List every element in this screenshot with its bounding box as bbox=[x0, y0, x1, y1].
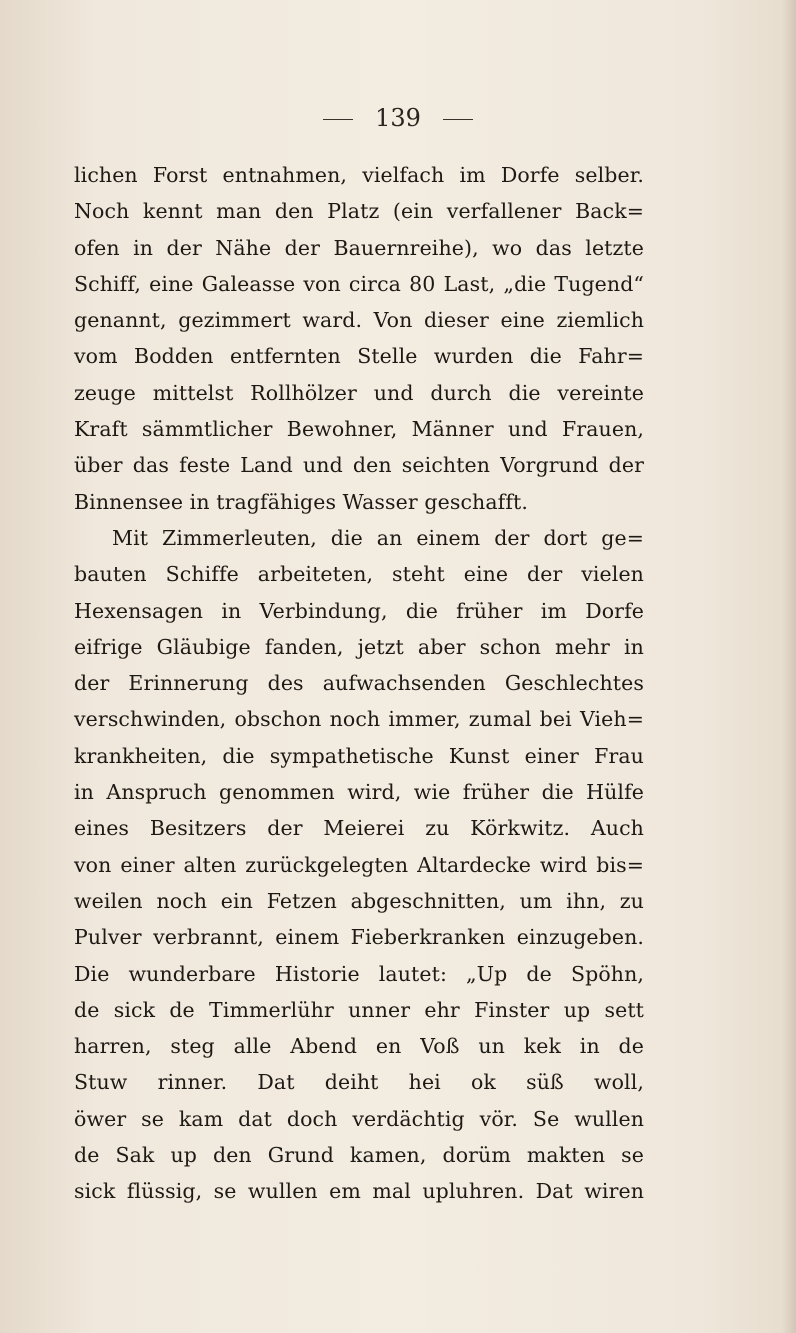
text-line: in Anspruch genommen wird, wie früher die Hülfe bbox=[74, 780, 644, 805]
header-dash-right bbox=[443, 119, 473, 120]
text-line: Noch kennt man den Platz (ein verfallener Back= bbox=[74, 199, 644, 224]
text-line: harren, steg alle Abend en Voß un kek in de bbox=[74, 1034, 644, 1059]
text-line: Binnensee in tragfähiges Wasser geschafft. bbox=[74, 489, 528, 514]
body-text bbox=[74, 157, 644, 1210]
text-line: de sick de Timmerlühr unner ehr Finster up sett bbox=[74, 997, 644, 1022]
text-line: weilen noch ein Fetzen abgeschnitten, um ihn, zu bbox=[74, 888, 644, 913]
paragraph-start-line: Mit Zimmerleuten, die an einem der dort ge= bbox=[112, 525, 644, 550]
text-line: sick flüssig, se wullen em mal upluhren. Dat wiren bbox=[74, 1179, 644, 1204]
text-line: eines Besitzers der Meierei zu Körkwitz. Auch bbox=[74, 816, 644, 841]
text-line: lichen Forst entnahmen, vielfach im Dorfe selber. bbox=[74, 163, 644, 187]
text-line: öwer se kam dat doch verdächtig vör. Se wullen bbox=[74, 1106, 644, 1131]
text-line: Stuw rinner. Dat deiht hei ok süß woll, bbox=[74, 1070, 644, 1095]
text-line: der Erinnerung des aufwachsenden Geschlechtes bbox=[74, 671, 644, 696]
text-line: Pulver verbrannt, einem Fieberkranken einzugeben. bbox=[74, 925, 644, 950]
text-line: Schiff, eine Galeasse von circa 80 Last, „die Tugend“ bbox=[74, 271, 644, 296]
text-line: Die wunderbare Historie lautet: „Up de Spöhn, bbox=[74, 961, 644, 986]
text-line: Kraft sämmtlicher Bewohner, Männer und Frauen, bbox=[74, 417, 644, 442]
text-line: verschwinden, obschon noch immer, zumal bei Vieh= bbox=[74, 707, 644, 732]
text-line: genannt, gezimmert ward. Von dieser eine ziemlich bbox=[74, 308, 644, 333]
page-number: 139 bbox=[375, 104, 421, 132]
text-line: Hexensagen in Verbindung, die früher im Dorfe bbox=[74, 598, 644, 623]
text-line: von einer alten zurückgelegten Altardecke wird bis= bbox=[74, 852, 644, 877]
text-line: über das feste Land und den seichten Vorgrund der bbox=[74, 453, 644, 478]
header-dash-left bbox=[323, 119, 353, 120]
text-line: de Sak up den Grund kamen, dorüm makten se bbox=[74, 1143, 644, 1168]
text-line: bauten Schiffe arbeiteten, steht eine der vielen bbox=[74, 562, 644, 587]
page-header bbox=[0, 104, 796, 132]
text-line: eifrige Gläubige fanden, jetzt aber schon mehr in bbox=[74, 634, 644, 659]
text-line: zeuge mittelst Rollhölzer und durch die vereinte bbox=[74, 380, 644, 405]
page-edge-shadow bbox=[782, 0, 796, 1333]
text-line: ofen in der Nähe der Bauernreihe), wo das letzte bbox=[74, 235, 644, 260]
text-line: vom Bodden entfernten Stelle wurden die Fahr= bbox=[74, 344, 644, 369]
text-line: krankheiten, die sympathetische Kunst einer Frau bbox=[74, 743, 644, 768]
